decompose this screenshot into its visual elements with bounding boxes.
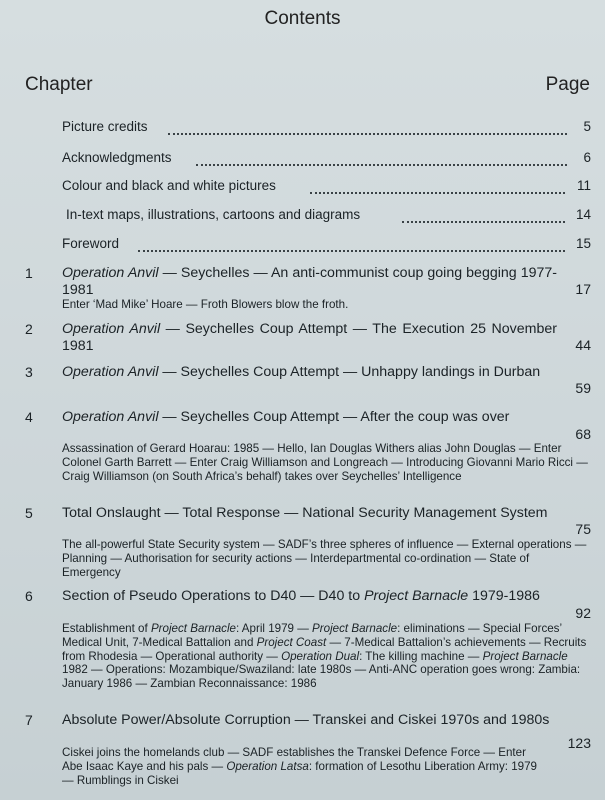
chapter-title-italic: Operation Anvil bbox=[62, 321, 161, 337]
entry-page: 6 bbox=[583, 150, 591, 165]
dot-leader bbox=[196, 150, 567, 166]
chapter-title-text: — Seychelles Coup Attempt — Unhappy landings in Durban bbox=[158, 364, 541, 380]
chapter-title-italic: Project Barnacle bbox=[364, 588, 469, 604]
chapter-title bbox=[62, 364, 557, 381]
chapter-subtopics: Enter ‘Mad Mike’ Hoare — Froth Blowers blow the froth. bbox=[62, 298, 349, 311]
chapter-page: 68 bbox=[575, 426, 591, 442]
subtopic-text: — 7-Medical Battalion’s achievements — Recruits from Rhodesia — Operational authority — bbox=[62, 635, 587, 663]
chapter-subtopics bbox=[62, 622, 591, 691]
subtopic-text: : April 1979 — bbox=[236, 622, 313, 635]
toc-chapter-3[interactable] bbox=[0, 364, 605, 402]
dot-leader bbox=[402, 207, 565, 223]
subtopic-italic: Project Barnacle bbox=[150, 622, 236, 635]
entry-title: Colour and black and white pictures bbox=[62, 178, 276, 193]
chapter-title-italic: Operation Anvil bbox=[62, 364, 159, 380]
chapter-title bbox=[62, 409, 557, 426]
subtopic-italic: Project Barnacle bbox=[312, 622, 398, 635]
chapter-page: 92 bbox=[575, 605, 591, 621]
chapter-title-text-end: 1979-1986 bbox=[468, 588, 540, 604]
chapter-title bbox=[62, 712, 557, 729]
subtopic-text: 1982 — Operations: Mozambique/Swaziland: late 1980s — Anti-ANC operation goes wrong: Zambia: January 1986 — Zambian Reconnaissance: 1986 bbox=[62, 663, 581, 691]
chapter-number: 1 bbox=[25, 265, 33, 281]
chapter-column-header: Chapter bbox=[25, 74, 93, 95]
chapter-number: 6 bbox=[25, 588, 33, 604]
chapter-subtopics: Assassination of Gerard Hoarau: 1985 — Hello, Ian Douglas Withers alias John Douglas — Enter Colonel Garth Barrett — Enter Craig Williamson and Longreach — Introducing Giovanni Mario Ricci — Craig Williamson (on South Africa’s behalf) takes over Seychelles’ Intelligence bbox=[62, 442, 588, 483]
subtopic-italic: Operation Latsa bbox=[226, 759, 309, 773]
toc-chapter-7[interactable] bbox=[0, 712, 605, 798]
chapter-title-text: — Seychelles Coup Attempt — After the coup was over bbox=[158, 409, 510, 425]
toc-entry-in-text-maps[interactable] bbox=[66, 207, 591, 227]
entry-page: 15 bbox=[575, 236, 591, 251]
toc-chapter-1[interactable] bbox=[0, 265, 605, 315]
entry-title: Acknowledgments bbox=[62, 150, 172, 165]
toc-entry-acknowledgments[interactable] bbox=[62, 150, 591, 170]
subtopic-text: : The killing machine — bbox=[359, 649, 483, 663]
dot-leader bbox=[138, 236, 565, 252]
chapter-title-italic: Operation Anvil bbox=[62, 409, 159, 425]
subtopic-text: : eliminations — Special Forces’ Medical Unit, 7-Medical Battalion and bbox=[62, 622, 562, 649]
chapter-page: 123 bbox=[567, 735, 591, 751]
chapter-number: 4 bbox=[25, 409, 33, 425]
chapter-title-text: Absolute Power/Absolute Corruption — Transkei and Ciskei 1970s and 1980s bbox=[62, 712, 550, 728]
subtopic-text: Ciskei joins the homelands club — SADF establishes the Transkei Defence Force — Enter Abe Isaac Kaye and his pals — bbox=[62, 746, 526, 773]
chapter-page: 59 bbox=[575, 380, 591, 396]
chapter-number: 7 bbox=[25, 712, 33, 728]
chapter-title bbox=[62, 321, 557, 355]
toc-chapter-5[interactable] bbox=[0, 505, 605, 585]
chapter-page: 75 bbox=[575, 521, 591, 537]
subtopic-italic: Project Coast bbox=[256, 635, 327, 649]
chapter-title-text: Total Onslaught — Total Response — National Security Management System bbox=[62, 505, 548, 521]
chapter-title bbox=[62, 588, 557, 605]
subtopic-text: : formation of Lesothu Liberation Army: 1979 — Rumblings in Ciskei bbox=[62, 759, 537, 787]
chapter-title bbox=[62, 505, 557, 522]
entry-title: In-text maps, illustrations, cartoons and diagrams bbox=[66, 207, 361, 222]
chapter-title bbox=[62, 265, 557, 299]
chapter-title-text: — Seychelles — An anti-communist coup going begging 1977-1981 bbox=[62, 265, 557, 298]
chapter-page: 44 bbox=[575, 337, 591, 353]
page-column-header: Page bbox=[545, 74, 590, 95]
toc-chapter-6[interactable] bbox=[0, 588, 605, 706]
chapter-number: 3 bbox=[25, 364, 33, 380]
toc-entry-colour-pictures[interactable] bbox=[62, 178, 591, 198]
chapter-subtopics: The all-powerful State Security system — SADF’s three spheres of influence — External operations — Planning — Authorisation for security actions — Interdepartmental co-ordination — State of Emergency bbox=[62, 538, 587, 579]
chapter-subtopics bbox=[62, 746, 549, 787]
subtopic-italic: Operation Dual bbox=[281, 649, 360, 663]
dot-leader bbox=[168, 119, 567, 135]
entry-page: 5 bbox=[583, 119, 591, 134]
entry-title: Foreword bbox=[62, 236, 120, 251]
toc-entry-foreword[interactable] bbox=[62, 236, 591, 256]
entry-page: 14 bbox=[575, 207, 591, 222]
chapter-page: 17 bbox=[575, 281, 591, 297]
chapter-title-text: — Seychelles Coup Attempt — The Execution 25 November 1981 bbox=[62, 321, 557, 354]
entry-title: Picture credits bbox=[62, 119, 148, 134]
entry-page: 11 bbox=[576, 178, 591, 193]
toc-entry-picture-credits[interactable] bbox=[62, 119, 591, 139]
chapter-title-italic: Operation Anvil bbox=[62, 265, 159, 281]
toc-chapter-4[interactable] bbox=[0, 409, 605, 499]
subtopic-text: Establishment of bbox=[62, 622, 151, 635]
page-title: Contents bbox=[264, 8, 341, 29]
dot-leader bbox=[310, 178, 565, 194]
chapter-number: 5 bbox=[25, 505, 33, 521]
chapter-title-text: Section of Pseudo Operations to D40 — D40 to bbox=[62, 588, 365, 604]
subtopic-italic: Project Barnacle bbox=[482, 649, 568, 663]
toc-chapter-2[interactable] bbox=[0, 321, 605, 359]
chapter-number: 2 bbox=[25, 321, 33, 337]
